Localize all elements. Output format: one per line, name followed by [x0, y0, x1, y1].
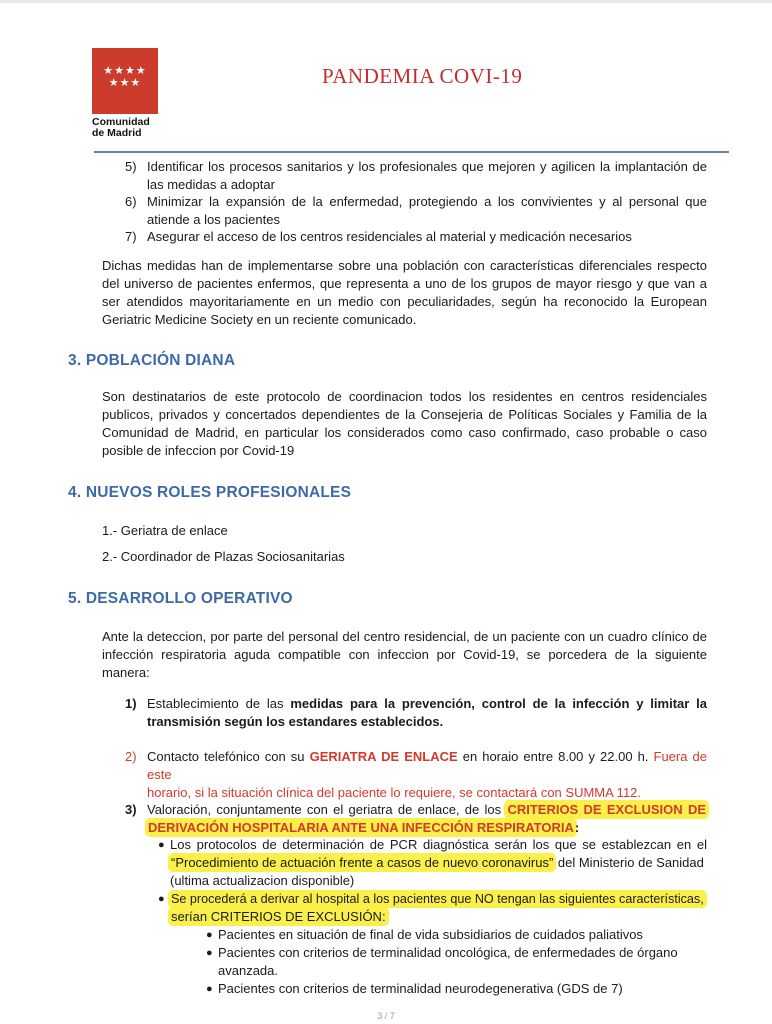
- step-3-line-1: [147, 801, 707, 819]
- section-3-heading: 3. POBLACIÓN DIANA: [68, 352, 236, 369]
- bullet-icon: ●: [158, 893, 165, 905]
- role-item: 2.- Coordinador de Plazas Sociosanitarias: [102, 549, 345, 564]
- section-5-paragraph: Ante la deteccion, por parte del personal del centro residencial, de un paciente con un cuadro clínico de infección respiratoria aguda compatible con infeccion por Covid-19, se porcedera de la siguiente manera:: [102, 629, 707, 680]
- header-divider: [94, 151, 729, 153]
- step-1-line-1: [147, 695, 707, 713]
- page-number: 3 / 7: [377, 1011, 395, 1021]
- logo-stars: [92, 66, 158, 89]
- criteria-highlight: CRITERIOS DE EXCLUSION DE: [507, 802, 707, 817]
- bullet-icon: ●: [206, 929, 213, 941]
- step-2-red-line-2: horario, si la situación clínica del paciente lo requiere, se contactará con SUMMA 112.: [147, 785, 642, 800]
- step-2-line-1: [147, 748, 707, 784]
- objective-text: [147, 193, 707, 229]
- comunidad-madrid-logo: [92, 48, 158, 142]
- section-5-heading: 5. DESARROLLO OPERATIVO: [68, 590, 293, 607]
- geriatra-enlace-label: GERIATRA DE ENLACE: [309, 749, 458, 764]
- step-number: 3): [125, 802, 137, 817]
- bullet-2-line-2: [170, 908, 707, 926]
- step-2-red-text: Fuera de este: [147, 749, 707, 782]
- step-2-hours: en horaio entre 8.00 y 22.00 h.: [457, 749, 654, 764]
- objective-number: 5): [125, 159, 137, 174]
- step-number: 1): [125, 696, 137, 711]
- section-4-heading: 4. NUEVOS ROLES PROFESIONALES: [68, 484, 352, 501]
- sub-bullet-text: [218, 944, 707, 980]
- logo-text: [92, 117, 158, 139]
- bullet-2-text: [170, 890, 707, 926]
- logo-flag: [92, 48, 158, 114]
- objective-line: Minimizar la expansión de la enfermedad, protegiendo a los convivientes y al personal que: [147, 194, 707, 209]
- bullet-icon: ●: [206, 983, 213, 995]
- step-number: 2): [125, 749, 137, 764]
- step-2-text: [147, 748, 707, 802]
- sub-bullet-text: Pacientes en situación de final de vida subsidiarios de cuidados paliativos: [218, 927, 643, 942]
- sub-bullet-text: Pacientes con criterios de terminalidad neurodegenerativa (GDS de 7): [218, 981, 623, 996]
- logo-stars-row-2: ★★★: [108, 77, 142, 89]
- exclusion-criteria-highlight: serían CRITERIOS DE EXCLUSIÓN:: [171, 909, 386, 924]
- sub-bullet-line: Pacientes con criterios de terminalidad oncológica, de enfermedades de órgano: [218, 945, 678, 960]
- intro-paragraph: Dichas medidas han de implementarse sobre una población con características diferenciales respecto del universo de pacientes enfermos, que representa a uno de los grupos de mayor riesgo y que van a ser atendidos mayoritariamente en un medio con peculiaridades, según ha reconocido la European Geriatric Medicine Society en un reciente comunicado.: [102, 258, 707, 327]
- bullet-1-line: (ultima actualizacion disponible): [170, 873, 355, 888]
- objective-line: Identificar los procesos sanitarios y los profesionales que mejoren y agilicen la implantación de: [147, 159, 707, 174]
- step-1-bold: medidas para la prevención, control de la infección y limitar la: [290, 696, 707, 711]
- step-3-line-2: [147, 819, 707, 837]
- bullet-1-line: Los protocolos de determinación de PCR diagnóstica serán los que se establezcan en el: [170, 837, 707, 852]
- bullet-icon: ●: [206, 947, 213, 959]
- step-1-text: [147, 695, 707, 731]
- procedure-highlight: “Procedimiento de actuación frente a casos de nuevo coronavirus”: [171, 855, 554, 870]
- objective-line: las medidas a adoptar: [147, 177, 275, 192]
- step-3-pre: Valoración, conjuntamente con el geriatra de enlace, de los: [147, 802, 507, 817]
- document-title: PANDEMIA COVI-19: [322, 64, 523, 88]
- objective-text: Asegurar el acceso de los centros residenciales al material y medicación necesarios: [147, 229, 632, 244]
- objective-number: 6): [125, 194, 137, 209]
- role-item: 1.- Geriatra de enlace: [102, 523, 228, 538]
- step-1-pre: Establecimiento de las: [147, 696, 291, 711]
- criteria-highlight: DERIVACIÓN HOSPITALARIA ANTE UNA INFECCIÓN RESPIRATORIA: [148, 820, 574, 835]
- bullet-1-line: [170, 854, 707, 872]
- bullet-icon: ●: [158, 839, 165, 851]
- sub-bullet-line: avanzada.: [218, 963, 278, 978]
- logo-stars-row-1: ★★★★: [103, 65, 147, 77]
- step-1-bold-line-2: transmisión según los estandares establecidos.: [147, 714, 444, 729]
- objective-line: atiende a los pacientes: [147, 212, 280, 227]
- step-2-pre: Contacto telefónico con su: [147, 749, 310, 764]
- logo-line-2: de Madrid: [92, 127, 142, 139]
- derivation-highlight: Se procederá a derivar al hospital a los pacientes que NO tengan las siguientes características,: [171, 892, 704, 906]
- section-3-paragraph: Son destinatarios de este protocolo de coordinacion todos los residentes en centros residenciales publicos, privados y concertados dependientes de la Consejeria de Políticas Sociales y Familia de la Comunidad de Madrid, en particular los considerados como caso confirmado, caso probable o caso posible de infeccion por Covid-19: [102, 389, 707, 458]
- objective-number: 7): [125, 229, 137, 244]
- step-3-colon: :: [574, 820, 580, 835]
- step-3-text: [147, 801, 707, 837]
- objective-text: [147, 158, 707, 194]
- bullet-1-post: del Ministerio de Sanidad: [554, 855, 704, 870]
- bullet-2-line-1: [170, 890, 707, 908]
- top-edge: [0, 0, 772, 3]
- logo-line-1: Comunidad: [92, 116, 150, 128]
- bullet-1-text: [170, 836, 707, 890]
